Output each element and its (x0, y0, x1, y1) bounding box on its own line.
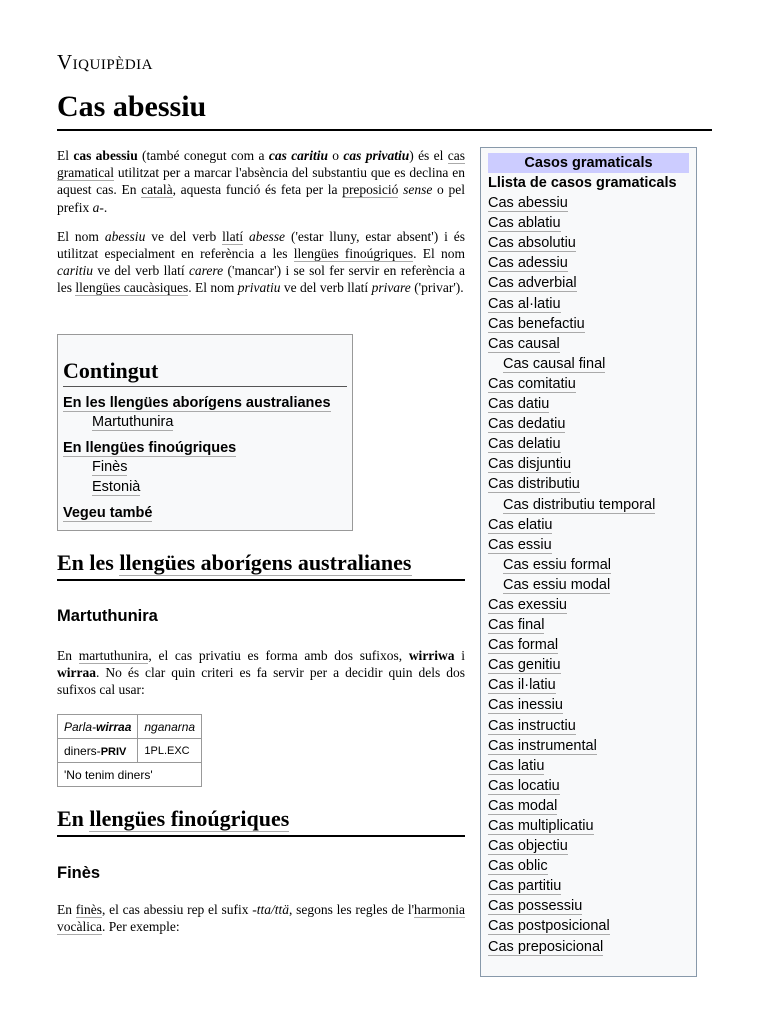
section-heading-australian (57, 550, 465, 581)
link-fines[interactable]: finès (75, 902, 102, 917)
navbox-item-label: Cas formal (488, 637, 559, 654)
navbox-item-label: Cas elatiu (488, 516, 553, 533)
toc-item-label: Finès (92, 459, 128, 475)
navbox-header: Casos gramaticals (488, 153, 689, 173)
table-of-contents (57, 334, 353, 531)
toc-item-label: Martuthunira (92, 414, 174, 430)
navbox-item-label: Cas benefactiu (488, 315, 585, 332)
navbox-item-label: Cas instructiu (488, 717, 576, 734)
navbox-item-label: Cas exessiu (488, 596, 567, 613)
text-run: cas caritiu (268, 148, 328, 163)
navbox-item-label: Cas datiu (488, 396, 550, 413)
navbox-item-cas-multiplicatiu[interactable] (488, 816, 689, 836)
text-run: ve del verb (145, 228, 223, 244)
grammatical-cases-navbox (480, 147, 697, 977)
text-run: , el cas abessiu rep el sufix (102, 902, 253, 917)
navbox-item-label: Cas abessiu (488, 195, 568, 212)
navbox-item-label: Cas distributiu (488, 476, 580, 493)
text-run: privatiu (237, 280, 281, 296)
navbox-item-cas-objectiu[interactable] (488, 836, 689, 856)
navbox-item-cas-postposicional[interactable] (488, 916, 689, 936)
navbox-list (488, 173, 689, 957)
navbox-item-label: Cas postposicional (488, 918, 610, 935)
navbox-item-label: Cas possessiu (488, 898, 583, 915)
navbox-item-label: Cas genitiu (488, 657, 561, 674)
navbox-item-cas-distributiu-temporal[interactable] (488, 495, 689, 515)
gloss-gloss-1: diners-PRIV (58, 739, 138, 763)
navbox-item-label: Cas adessiu (488, 255, 568, 272)
text-run: , el cas privatiu es forma amb dos sufixos, (148, 648, 409, 663)
article-intro (57, 147, 465, 309)
navbox-item-cas-essiu-formal[interactable] (488, 555, 689, 575)
navbox-item-cas-instrumental[interactable] (488, 736, 689, 756)
navbox-item-label: Cas instrumental (488, 737, 597, 754)
text-run: carere (188, 263, 224, 279)
text-run: ve del verb llatí (280, 280, 372, 296)
navbox-item-cas-essiu[interactable] (488, 535, 689, 555)
navbox-item-label: Cas adverbial (488, 275, 577, 292)
navbox-item-cas-al-latiu[interactable] (488, 294, 689, 314)
intro-paragraph-2 (57, 228, 465, 297)
navbox-item-label: Cas absolutiu (488, 235, 576, 252)
site-logo[interactable] (57, 50, 153, 75)
navbox-item-label: Cas preposicional (488, 938, 604, 955)
navbox-item-label: Cas ablatiu (488, 215, 561, 232)
gloss-translation: 'No tenim diners' (58, 763, 202, 787)
toc-item-estonia[interactable] (92, 477, 347, 497)
toc-item-en-llengues-finougriques[interactable] (63, 439, 347, 457)
link-llengues-aborigens-australianes[interactable]: llengües aborígens australianes (119, 550, 412, 575)
text-run: En (57, 648, 79, 663)
navbox-item-label: Cas multiplicatiu (488, 818, 594, 834)
navbox-item-cas-ablatiu[interactable] (488, 213, 689, 233)
section-heading-finno-ugric (57, 806, 465, 837)
text-run: privare (371, 280, 411, 296)
link-martuthunira[interactable]: martuthunira (78, 648, 149, 663)
text-run: o (327, 148, 344, 163)
text-run: , segons les regles de l' (289, 902, 415, 917)
text-run: (també conegut com a (137, 148, 269, 163)
toc-title: Contingut (63, 358, 347, 387)
toc-item-label: En llengües finoúgriques (63, 440, 237, 456)
navbox-item-label: Llista de casos gramaticals (488, 175, 677, 191)
text-run: ) és el (409, 148, 448, 163)
navbox-item-cas-genitiu[interactable] (488, 655, 689, 675)
text-run: , aquesta funció és feta per la (172, 182, 343, 198)
gloss-gloss-2: 1PL.EXC (138, 739, 202, 763)
subsection-heading-finnish: Finès (57, 864, 101, 882)
navbox-item-label: Cas causal final (503, 355, 606, 372)
text-run: . El nom (188, 280, 238, 296)
navbox-item-label: Cas partitiu (488, 878, 562, 895)
navbox-item-label: Cas oblic (488, 858, 548, 875)
text-run: sense (403, 182, 433, 198)
gloss-table (57, 714, 202, 787)
intro-paragraph-1 (57, 147, 465, 216)
link-catala[interactable]: català (141, 182, 173, 198)
navbox-item-cas-modal[interactable] (488, 796, 689, 816)
subsection-heading-martuthunira: Martuthunira (57, 607, 158, 625)
text-run: . El nom (413, 246, 465, 262)
navbox-item-label: Cas objectiu (488, 838, 568, 855)
navbox-item-label: Cas delatiu (488, 436, 561, 453)
gloss-word-1: Parla-wirraa (58, 715, 138, 739)
navbox-item-label: Cas disjuntiu (488, 456, 572, 473)
navbox-item-cas-inessiu[interactable] (488, 695, 689, 715)
text-run: utilitzat per a marcar l'absència del substantiu que es declina en aquest cas. En (57, 165, 465, 198)
text-run: -tta/ttä (252, 902, 290, 917)
text-run: ('privar'). (410, 280, 464, 296)
navbox-item-cas-partitiu[interactable] (488, 876, 689, 896)
link-llengues-caucasiques[interactable]: llengües caucàsiques (75, 280, 189, 296)
navbox-item-cas-disjuntiu[interactable] (488, 454, 689, 474)
text-run: En (57, 806, 90, 831)
navbox-item-cas-distributiu[interactable] (488, 474, 689, 494)
link-harmonia-vocalica[interactable]: harmonia vocàlica (57, 902, 466, 935)
text-run: cas privatiu (343, 148, 410, 163)
text-run: ve del verb llatí (93, 263, 189, 279)
text-run: ('mancar') i se sol fer servir en referència a les (57, 263, 465, 296)
gloss-row-translation (58, 763, 202, 787)
page-title: Cas abessiu (57, 90, 207, 123)
text-run: wirraa (57, 665, 96, 681)
navbox-item-cas-instructiu[interactable] (488, 716, 689, 736)
navbox-item-label: Cas inessiu (488, 697, 563, 714)
navbox-item-label: Cas il·latiu (488, 677, 556, 694)
navbox-item-cas-absolutiu[interactable] (488, 233, 689, 253)
navbox-item-cas-oblic[interactable] (488, 856, 689, 876)
navbox-item-label: Cas al·latiu (488, 295, 561, 312)
title-divider (57, 129, 712, 131)
navbox-item-label: Cas dedatiu (488, 416, 566, 433)
text-run: cas abessiu (73, 148, 138, 163)
navbox-item-label: Cas latiu (488, 757, 545, 774)
navbox-item-label: Cas causal (488, 335, 560, 352)
navbox-item-label: Cas comitatiu (488, 375, 576, 392)
navbox-item-cas-benefactiu[interactable] (488, 314, 689, 334)
navbox-item-cas-abessiu[interactable] (488, 193, 689, 213)
text-run: a- (92, 199, 104, 215)
navbox-item-cas-il-latiu[interactable] (488, 675, 689, 695)
navbox-item-cas-delatiu[interactable] (488, 434, 689, 454)
navbox-item-cas-adessiu[interactable] (488, 253, 689, 273)
text-run: . Per exemple: (101, 919, 180, 935)
navbox-item-cas-causal-final[interactable] (488, 354, 689, 374)
link-preposicio[interactable]: preposició (342, 182, 399, 198)
text-run: i (454, 648, 465, 663)
navbox-item-cas-exessiu[interactable] (488, 595, 689, 615)
navbox-item-label: Cas final (488, 617, 545, 634)
martuthunira-paragraph (57, 647, 465, 699)
toc-item-fines[interactable] (92, 457, 347, 477)
toc-item-en-les-llengues-aborigens-australianes[interactable] (63, 394, 347, 412)
link-llengues-finougriques[interactable]: llengües finoúgriques (293, 246, 414, 262)
navbox-item-label: Cas essiu modal (503, 576, 611, 593)
navbox-item-label: Cas essiu formal (503, 556, 611, 573)
navbox-item-cas-causal[interactable] (488, 334, 689, 354)
text-run: ('estar lluny, estar absent') i és utilitzat especialment en referència a les (57, 228, 466, 262)
toc-list (63, 394, 347, 522)
gloss-row-glosses (58, 739, 202, 763)
navbox-item-cas-adverbial[interactable] (488, 273, 689, 293)
navbox-item-cas-formal[interactable] (488, 635, 689, 655)
text-run: En (57, 902, 76, 917)
navbox-item-llista-de-casos-gramaticals[interactable] (488, 173, 689, 193)
navbox-item-label: Cas essiu (488, 536, 552, 553)
navbox-item-label: Cas locatiu (488, 777, 560, 794)
navbox-item-label: Cas modal (488, 797, 558, 814)
navbox-item-cas-preposicional[interactable] (488, 937, 689, 957)
navbox-item-cas-locatiu[interactable] (488, 776, 689, 796)
toc-item-martuthunira[interactable] (92, 412, 347, 432)
gloss-word-2: nganarna (138, 715, 202, 739)
text-run: En les (57, 550, 120, 575)
navbox-item-cas-elatiu[interactable] (488, 515, 689, 535)
text-run: caritiu (57, 263, 93, 279)
navbox-item-cas-comitatiu[interactable] (488, 374, 689, 394)
text-run: abessiu (104, 228, 146, 244)
site-logo-text: Viquipèdia (57, 50, 153, 74)
toc-item-vegeu-tambe[interactable] (63, 504, 347, 522)
navbox-item-label: Cas distributiu temporal (503, 496, 656, 513)
toc-item-label: Estonià (92, 479, 141, 495)
navbox-item-cas-essiu-modal[interactable] (488, 575, 689, 595)
finnish-paragraph (57, 901, 465, 935)
gloss-row-words (58, 715, 202, 739)
toc-item-label: En les llengües aborígens australianes (63, 395, 331, 411)
navbox-item-cas-datiu[interactable] (488, 394, 689, 414)
link-cas-gramatical[interactable]: cas gramatical (57, 148, 465, 181)
navbox-item-cas-latiu[interactable] (488, 756, 689, 776)
text-run: . No és clar quin criteri es fa servir per a decidir quin dels dos sufixos cal usar: (57, 665, 465, 698)
text-run: . (103, 199, 108, 215)
navbox-item-cas-possessiu[interactable] (488, 896, 689, 916)
toc-item-label: Vegeu també (63, 505, 153, 521)
text-run: abesse (249, 228, 286, 244)
link-llati[interactable]: llatí (222, 228, 244, 244)
text-run: o pel prefix (57, 182, 465, 215)
text-run: El (57, 148, 74, 163)
text-run: El nom (57, 228, 105, 244)
link-llengues-finougriques[interactable]: llengües finoúgriques (89, 806, 290, 831)
navbox-item-cas-dedatiu[interactable] (488, 414, 689, 434)
text-run: wirriwa (408, 648, 455, 663)
navbox-item-cas-final[interactable] (488, 615, 689, 635)
